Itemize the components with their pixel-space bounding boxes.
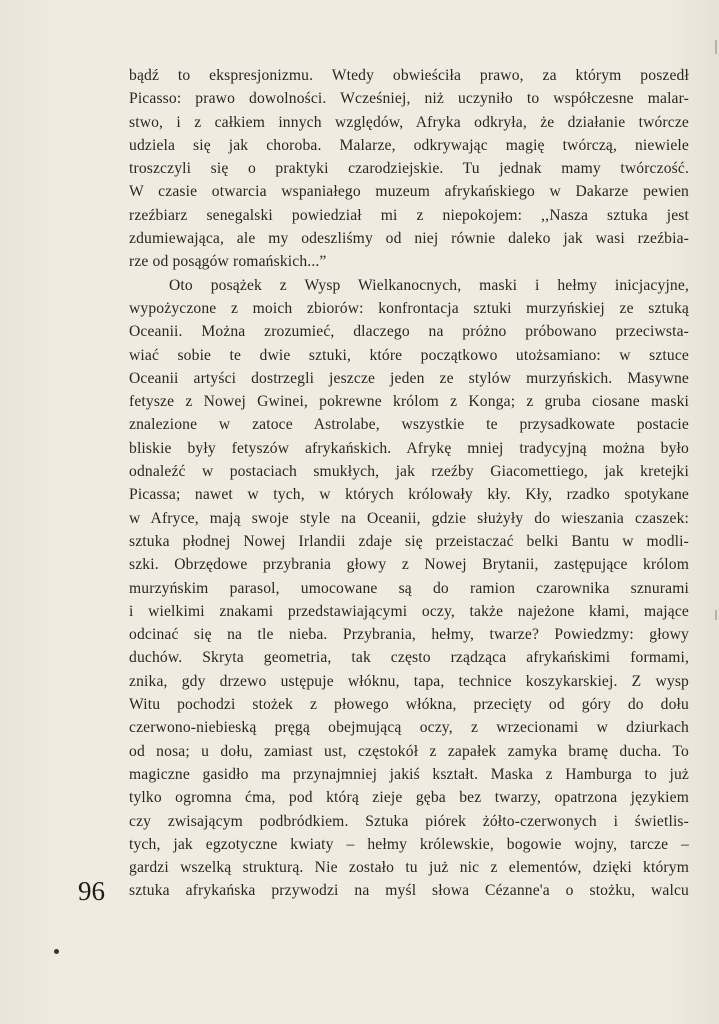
edge-mark [715, 610, 717, 620]
text-line: wiać sobie te dwie sztuki, które początkowo utożsamiano: w sztuce [129, 346, 689, 364]
text-line: magiczne gasidło ma przynajmniej jakiś kształt. Maska z Hamburga to już [129, 765, 689, 783]
body-text [129, 64, 689, 903]
text-line: sztuka afrykańska przywodzi na myśl słowa Cézanne'a o stożku, walcu [129, 882, 689, 900]
text-line: czy zwisającym podbródkiem. Sztuka piórek żółto-czerwonych i świetlis- [129, 812, 689, 830]
text-line: zdumiewająca, ale my odeszliśmy od niej równie daleko jak wasi rzeźbia- [129, 230, 689, 248]
text-line: tych, jak egzotyczne kwiaty – hełmy królewskie, bogowie wojny, tarcze – [129, 835, 689, 853]
text-line: tylko ogromna ćma, pod którą zieje gęba bez twarzy, opatrzona językiem [129, 789, 689, 807]
text-line: murzyńskim parasol, umocowane są do ramion czarownika sznurami [129, 579, 689, 597]
text-line: troszczyli się o praktyki czarodziejskie. Tu jednak mamy twórczość. [129, 160, 689, 178]
text-line: bądź to ekspresjonizmu. Wtedy obwieściła prawo, za którym poszedł [129, 67, 689, 84]
text-line: Witu pochodzi stożek z płowego włókna, przecięty od góry do dołu [129, 696, 689, 714]
text-line: Oceanii artyści dostrzegli jeszcze jeden ze stylów murzyńskich. Masywne [129, 369, 689, 387]
text-line: Picasso: prawo dowolności. Wcześniej, niż uczyniło to współczesne malar- [129, 90, 689, 108]
text-line: sztuka płodnej Nowej Irlandii zdaje się przeistaczać belki Bantu w modli- [129, 532, 689, 550]
page-number: 96 [78, 876, 105, 906]
text-line: udziela się jak choroba. Malarze, odkrywając magię twórczą, niewiele [129, 136, 689, 154]
text-line: W czasie otwarcia wspaniałego muzeum afrykańskiego w Dakarze pewien [129, 183, 689, 201]
margin-dot [54, 949, 59, 954]
text-line: odcinać się na tle nieba. Przybrania, hełmy, twarze? Powiedzmy: głowy [129, 626, 689, 644]
text-line: bliskie były fetyszów afrykańskich. Afrykę mniej tradycyjną można było [129, 439, 689, 457]
text-line: stwo, i z całkiem innych względów, Afryka odkryła, że działanie twórcze [129, 113, 689, 131]
text-line: odnaleźć w postaciach smukłych, jak rzeźby Giacomettiego, jak kretejki [129, 463, 689, 481]
text-line: wypożyczone z moich zbiorów: konfrontacja sztuki murzyńskiej ze sztuką [129, 299, 689, 317]
text-line: szki. Obrzędowe przybrania głowy z Nowej Brytanii, zastępujące królom [129, 556, 689, 574]
text-line: Oceanii. Można zrozumieć, dlaczego na próżno próbowano przeciwsta- [129, 323, 689, 341]
text-line: w Afryce, mają swoje style na Oceanii, gdzie służyły do wieszania czaszek: [129, 509, 689, 527]
text-line: rzeźbiarz senegalski powiedział mi z niepokojem: ,,Nasza sztuka jest [129, 206, 689, 224]
text-line: od nosa; u dołu, zamiast ust, częstokół z zapałek zamyka bramę ducha. To [129, 742, 689, 760]
text-line: gardzi wszelką strukturą. Nie zostało tu już nic z elementów, dzięki którym [129, 859, 689, 877]
edge-mark [715, 40, 717, 54]
text-line: Picassa; nawet w tych, w których królowały kły. Kły, rzadko spotykane [129, 486, 689, 504]
text-line: czerwono-niebieską pręgą obejmującą oczy, z wrzecionami w dziurkach [129, 719, 689, 737]
text-line: i wielkimi znakami przedstawiającymi oczy, także najeżone kłami, mające [129, 602, 689, 620]
text-line: rze od posągów romańskich...” [129, 253, 327, 271]
text-line: fetysze z Nowej Gwinei, pokrewne królom z Konga; z gruba ciosane maski [129, 393, 689, 411]
text-line: znalezione w zatoce Astrolabe, wszystkie te przysadkowate postacie [129, 416, 689, 434]
text-line: duchów. Skryta geometria, tak często rządząca afrykańskimi formami, [129, 649, 689, 667]
text-line: Oto posążek z Wysp Wielkanocnych, maski i hełmy inicjacyjne, [169, 276, 689, 294]
text-line: znika, gdy drzewo ustępuje włóknu, tapa, technice koszykarskiej. Z wysp [129, 672, 689, 690]
